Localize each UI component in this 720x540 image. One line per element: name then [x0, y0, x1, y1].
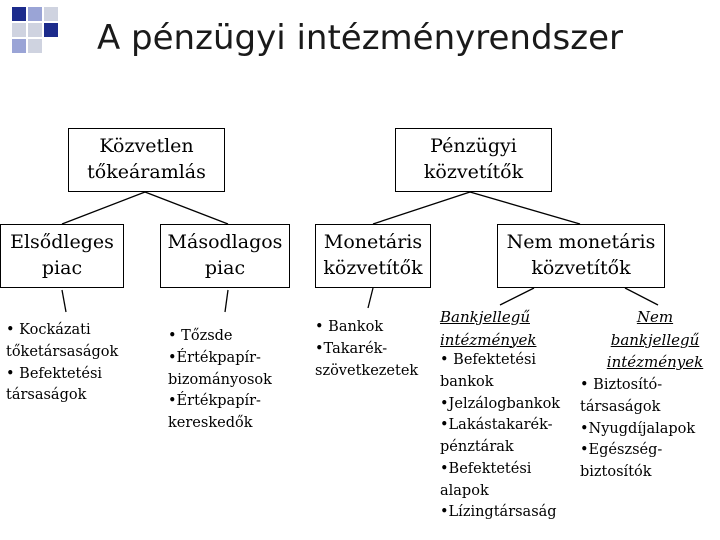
- box-elsodleges-piac: Elsődleges piac: [0, 224, 124, 288]
- list-bankjellegu: • Befektetési bankok •Jelzálogbankok •Lakástakarék- pénztárak •Befektetési alapok •Lízingtársaság: [440, 352, 561, 521]
- list-nem-bankjellegu: • Biztosító- társaságok •Nyugdíjalapok •Egészség- biztosítók: [580, 377, 696, 480]
- page-title: A pénzügyi intézményrendszer: [96, 18, 623, 58]
- box-monetaris-kozvetitok: Monetáris közvetítők: [315, 224, 431, 288]
- box-kozvetlen-tokearamlas: Közvetlen tőkeáramlás: [68, 128, 225, 192]
- list-masodlagos: • Tőzsde •Értékpapír- bizományosok •Értékpapír- kereskedők: [168, 328, 272, 431]
- box-penzugyi-kozvetitok: Pénzügyi közvetítők: [395, 128, 552, 192]
- heading-bankjellegu: Bankjellegű intézmények: [440, 308, 537, 349]
- list-monetaris: • Bankok •Takarék- szövetkezetek: [315, 319, 419, 379]
- heading-nem-bankjellegu: Nem bankjellegű intézmények: [606, 308, 704, 371]
- list-elsodleges: • Kockázati tőketársaságok • Befektetési társaságok: [6, 322, 119, 404]
- box-masodlagos-piac: Másodlagos piac: [160, 224, 290, 288]
- box-nem-monetaris-kozvetitok: Nem monetáris közvetítők: [497, 224, 665, 288]
